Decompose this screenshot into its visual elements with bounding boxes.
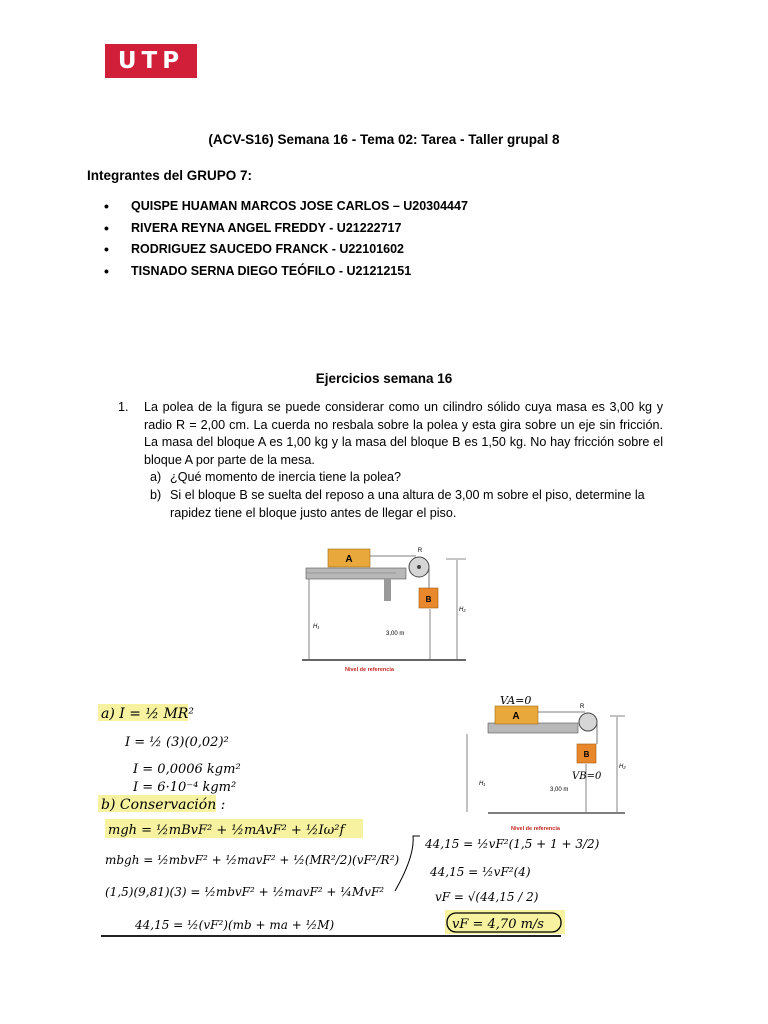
svg-text:VA=0: VA=0 bbox=[500, 696, 532, 707]
svg-text:VB=0: VB=0 bbox=[572, 771, 602, 782]
svg-text:B: B bbox=[583, 750, 590, 759]
svg-text:R: R bbox=[417, 548, 423, 554]
list-item: • TISNADO SERNA DIEGO TEÓFILO - U21212151 bbox=[87, 264, 468, 286]
section-title: Ejercicios semana 16 bbox=[315, 371, 453, 386]
svg-text:3,00 m: 3,00 m bbox=[386, 631, 405, 637]
member-list bbox=[87, 199, 468, 286]
divider bbox=[101, 935, 561, 937]
svg-text:3,00 m: 3,00 m bbox=[550, 787, 569, 793]
question-text: ¿Qué momento de inercia tiene la polea? bbox=[170, 470, 402, 485]
handwritten-solution bbox=[95, 696, 650, 944]
svg-text:Nivel de referencia: Nivel de referencia bbox=[345, 667, 394, 673]
svg-text:H₁: H₁ bbox=[479, 781, 486, 787]
question-a bbox=[144, 469, 663, 487]
svg-text:A: A bbox=[512, 711, 520, 722]
list-item: • RIVERA REYNA ANGEL FREDDY - U21222717 bbox=[87, 221, 468, 243]
svg-text:b) Conservación :: b) Conservación : bbox=[101, 797, 226, 813]
svg-text:(1,5)(9,81)(3) = ½mbvF² + ½mav: (1,5)(9,81)(3) = ½mbvF² + ½mavF² + ¼MvF² bbox=[105, 885, 385, 899]
exercise-1 bbox=[118, 399, 663, 522]
svg-text:vF = 4,70 m/s: vF = 4,70 m/s bbox=[452, 917, 544, 932]
svg-text:R: R bbox=[580, 704, 585, 710]
svg-text:H₁: H₁ bbox=[313, 624, 320, 630]
svg-text:B: B bbox=[425, 595, 432, 604]
question-label: a) bbox=[150, 470, 162, 485]
list-item: • QUISPE HUAMAN MARCOS JOSE CARLOS – U20304447 bbox=[87, 199, 468, 221]
svg-text:44,15 = ½vF²(1,5 + 1 + 3/2): 44,15 = ½vF²(1,5 + 1 + 3/2) bbox=[425, 837, 600, 851]
svg-text:a) I = ½ MR²: a) I = ½ MR² bbox=[101, 706, 194, 722]
svg-text:44,15 = ½(vF²)(mb + ma + ½M): 44,15 = ½(vF²)(mb + ma + ½M) bbox=[135, 918, 335, 932]
svg-text:I = 6·10⁻⁴ kgm²: I = 6·10⁻⁴ kgm² bbox=[133, 780, 237, 795]
document-title: (ACV-S16) Semana 16 - Tema 02: Tarea - Taller grupal 8 bbox=[208, 132, 560, 147]
svg-text:H₂: H₂ bbox=[459, 607, 466, 613]
svg-text:H₂: H₂ bbox=[619, 764, 626, 770]
svg-text:44,15 = ½vF²(4): 44,15 = ½vF²(4) bbox=[430, 865, 531, 879]
svg-text:A: A bbox=[345, 554, 353, 565]
exercise-statement: La polea de la figura se puede considerar como un cilindro sólido cuya masa es 3,00 kg y radio R = 2,00 cm. La cuerda no resbala sobre la polea y esta gira sobre un eje sin fricción. La masa del bloque A es 1,00 kg y la masa del bloque B es 1,50 kg. No hay fricción sobre el bloque A por parte de la mesa. bbox=[144, 400, 663, 467]
svg-text:vF = √(44,15 / 2): vF = √(44,15 / 2) bbox=[435, 890, 539, 904]
pulley-diagram bbox=[296, 543, 474, 674]
list-item: • RODRIGUEZ SAUCEDO FRANCK - U22101602 bbox=[87, 242, 468, 264]
svg-text:I = ½ (3)(0,02)²: I = ½ (3)(0,02)² bbox=[125, 735, 229, 750]
question-text: Si el bloque B se suelta del reposo a una altura de 3,00 m sobre el piso, determine la rapidez tiene el bloque justo antes de llegar el piso. bbox=[170, 487, 645, 520]
svg-text:I = 0,0006 kgm²: I = 0,0006 kgm² bbox=[133, 762, 241, 777]
svg-text:mgh = ½mBvF² + ½mAvF² + ½Iω²f: mgh = ½mBvF² + ½mAvF² + ½Iω²f bbox=[108, 823, 345, 838]
group-heading: Integrantes del GRUPO 7: bbox=[87, 168, 253, 183]
question-label: b) bbox=[150, 487, 162, 502]
svg-text:Nivel de referencia: Nivel de referencia bbox=[511, 826, 560, 832]
question-b bbox=[144, 487, 663, 522]
utp-logo: UTP bbox=[105, 44, 197, 78]
exercise-number: 1. bbox=[118, 400, 129, 414]
svg-text:mbgh = ½mbvF² + ½mavF² + ½(MR²: mbgh = ½mbvF² + ½mavF² + ½(MR²/2)(vF²/R²) bbox=[105, 853, 400, 867]
